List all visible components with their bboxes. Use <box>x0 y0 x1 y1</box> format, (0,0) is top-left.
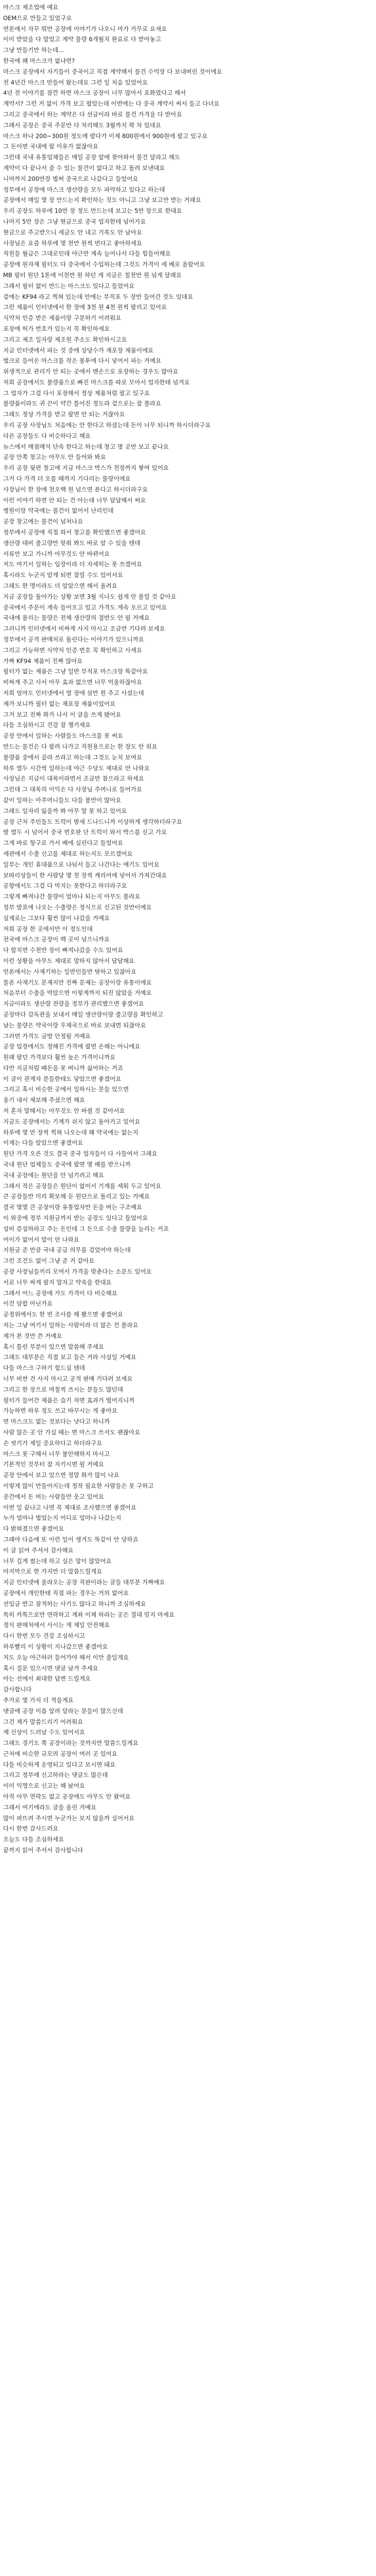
post-line: 현금으로 주고받으니 세금도 안 내고 기록도 안 남아요 <box>3 228 142 236</box>
post-line: 우리 공장도 하루에 10만 장 정도 만드는데 보고는 5만 장으로 한대요 <box>3 207 182 215</box>
post-line: OEM으로 만들고 있었구요 <box>3 14 72 22</box>
post-line: 공항에서도 그걸 다 막지는 못한다고 하더라구요 <box>3 882 127 890</box>
post-line: 국내 공장에는 원단을 안 넘기려고 해요 <box>3 1171 105 1179</box>
post-line: 다시 한번 모두 건강 조심하시고 <box>3 1632 86 1640</box>
post-line: 지금 공장들 돌아가는 상황 보면 3월 지나도 쉽게 안 풀릴 것 같아요 <box>3 592 177 600</box>
post-line: 많이 퍼뜨려 주시면 누군가는 보지 않을까 싶어서요 <box>3 1814 135 1822</box>
post-line: 그래도 한 명이라도 더 알았으면 해서 올려요 <box>3 582 117 590</box>
post-line: 다들 비슷하게 운영되고 있다고 보시면 돼요 <box>3 1760 116 1768</box>
post-line: 정부 발표에 나오는 수출량은 정식으로 신고된 것만이에요 <box>3 903 152 911</box>
post-line: 혹시라도 누군지 알게 되면 잘릴 수도 있어서요 <box>3 571 124 579</box>
post-line: 공장 사장님들끼리 모여서 가격을 맞춘다는 소문도 있어요 <box>3 1268 152 1276</box>
post-line: 생산량 대비 출고량만 맞춰 봐도 바로 알 수 있을 텐데 <box>3 539 141 547</box>
post-line: 공장 안에서 보고 있으면 정말 화가 많이 나요 <box>3 1471 119 1479</box>
post-line: 저도 오늘 야근하러 들어가야 해서 이만 줄일게요 <box>3 1653 129 1661</box>
post-line: 그거 보고 진짜 화가 나서 이 글을 쓰게 됐어요 <box>3 710 122 718</box>
post-line: 그리고 정부에 신고하라는 댓글도 많은데 <box>3 1771 108 1779</box>
post-line: 혹시 질문 있으시면 댓글 남겨 주세요 <box>3 1664 98 1672</box>
post-line: 마스크 못 구해서 너무 불안해하지 마시고 <box>3 1450 110 1458</box>
post-line: 사장님이 한 장에 천오백 원 넘으면 푼다고 하시더라구요 <box>3 485 148 493</box>
post-line: 사장님은 요즘 하루에 몇 천만 원씩 번다고 좋아하세요 <box>3 239 142 247</box>
post-line: 정부에서 공적 판매처로 돌린다는 이야기가 있으니까요 <box>3 636 144 643</box>
post-line: 그 업자가 그걸 다시 포장해서 정상 제품처럼 팔고 있구요 <box>3 389 150 397</box>
post-line: 공장에서 매일 몇 장 만드는지 확인하는 것도 아니고 그냥 보고만 받는 거래요 <box>3 196 201 204</box>
post-line: 정식 판매처에서 사시는 게 제일 안전해요 <box>3 1621 110 1629</box>
post-line: 다만 지금처럼 떼돈을 못 버니까 싫어하는 거죠 <box>3 1064 124 1072</box>
post-line: 국내 원단 업체들도 중국에 팔면 몇 배를 받으니까 <box>3 1161 131 1168</box>
post-line: 이미 받았을 다 말었고 계약 물량 6개월치 완료로 다 받아놓고 <box>3 36 161 43</box>
post-line: 이런 이야기 하면 안 되는 건 아는데 너무 답답해서 써요 <box>3 496 146 504</box>
post-line: 마스크 제조업에 예요 <box>3 4 59 11</box>
post-line: 다들 마스크 구하기 힘드실 텐데 <box>3 1364 86 1372</box>
post-line: 비싸게 주고 사서 아무 효과 없으면 너무 억울하잖아요 <box>3 679 142 686</box>
post-line: 공장에서 개인한테 직접 파는 경우는 거의 없어요 <box>3 1589 129 1597</box>
post-line: 공장 안에서 일하는 사람들도 마스크를 못 써요 <box>3 732 124 740</box>
post-line: 그리고 제조 일자랑 제조원 주소도 확인하시고요 <box>3 335 127 343</box>
post-line: 밤 열두 시 넘어서 중국 번호판 단 트럭이 와서 박스를 싣고 가요 <box>3 828 167 836</box>
post-line: 이 글이 관계자 분들한테도 닿았으면 좋겠어요 <box>3 1075 122 1082</box>
post-line: 전 4년간 마스크 만들어 왔는데요 그런 일 처음 있었어요 <box>3 78 148 86</box>
post-line: 이미 익명으로 신고는 해 놨어요 <box>3 1782 86 1790</box>
post-line: 오늘도 다들 조심하세요 <box>3 1836 64 1843</box>
post-line: 가짜 KF94 제품이 진짜 많아요 <box>3 657 83 665</box>
post-line: 저 혼자 말해서는 아무것도 안 바뀔 것 같아서요 <box>3 1107 125 1115</box>
post-line: 근처에 비슷한 규모의 공장이 여러 곳 있어요 <box>3 1750 117 1757</box>
post-line: 불량품 중에서 골라 쓰라고 하는데 그것도 눈치 보여요 <box>3 753 142 761</box>
post-line: 그래서 작은 공장들은 원단이 없어서 기계를 세워 두고 있어요 <box>3 1182 161 1190</box>
post-line: 공장에 원자재 필터도 다 중국에서 수입하는데 그것도 가격이 세 배로 올랐어요 <box>3 261 206 268</box>
post-line: 지금이라도 생산량 전량을 정부가 관리했으면 좋겠어요 <box>3 1000 144 1008</box>
post-line: 연론에서 자꾸 뭐만 공장에 이야기가 나오니 마가 가무로 요새요 <box>3 25 167 32</box>
post-line: 이런 상황을 아무도 제대로 말하지 않아서 답답해요 <box>3 957 135 964</box>
post-line: 뉴스에서 매점매석 단속 한다고 하는데 창고 몇 곳만 보고 끝나요 <box>3 443 169 450</box>
post-line: 우리 공장 사장님도 처음에는 안 한다고 하셨는데 돈이 너무 되니까 하시더라구요 <box>3 421 211 429</box>
post-line: 사장님은 지금이 대목이라면서 조금만 참으라고 하세요 <box>3 775 144 783</box>
post-line: 저희 엄마도 인터넷에서 열 장에 삼만 원 주고 사셨는데 <box>3 689 144 697</box>
post-line: 그리고 중국에서 하는 계약은 다 선금이라 바로 물건 가격을 다 받아요 <box>3 110 182 118</box>
post-line: 누가 얼마나 벌었는지 어디로 얼마나 나갔는지 <box>3 1514 122 1522</box>
post-line: 하루 열두 시간씩 일하는데 야근 수당도 제대로 안 나와요 <box>3 764 150 772</box>
post-line: 벌크로 들어온 마스크를 작은 봉투에 다시 넣어서 파는 거예요 <box>3 357 161 365</box>
post-line: 같이 일하는 아주머니들도 다들 불만이 많아요 <box>3 796 122 804</box>
post-line: 그래서 필터 없이 만드는 마스크도 있다고 들었어요 <box>3 282 135 290</box>
post-line: 원단 가격 오른 것도 결국 중국 업자들이 다 사들여서 그래요 <box>3 1150 158 1158</box>
post-line: 면 마스크도 없는 것보다는 낫다고 하니까 <box>3 1418 110 1426</box>
post-line: 너무 길게 썼는데 하고 싶은 말이 많았어요 <box>3 1557 112 1565</box>
post-line: 다 밝혀졌으면 좋겠어요 <box>3 1525 64 1533</box>
post-line: 지금 인터넷에 올라오는 공장 직판이라는 글들 대부분 가짜예요 <box>3 1579 165 1586</box>
post-line: 중간에서 돈 버는 사람들만 웃고 있어요 <box>3 1493 105 1500</box>
post-line: 그리고 가능하면 식약처 인증 번호 꼭 확인하고 사세요 <box>3 646 142 654</box>
post-line: 그거 다 가격 더 오를 때까지 기다리는 물량이에요 <box>3 475 131 483</box>
post-line: 사람 많은 곳 안 가실 때는 면 마스크 쓰셔도 괜찮아요 <box>3 1428 141 1436</box>
post-line: 그렇게 빠져나간 물량이 얼마나 되는지 아무도 몰라요 <box>3 893 141 901</box>
post-line: 일부는 개인 휴대품으로 나눠서 들고 나간다는 얘기도 있어요 <box>3 860 160 868</box>
post-line: 지금 인터넷에서 파는 것 중에 상당수가 재포장 제품이에요 <box>3 346 154 354</box>
post-line: 그래도 경기도 쪽 공장이라는 것까지만 말씀드릴게요 <box>3 1739 139 1747</box>
post-line: 결국 몇몇 큰 공장이랑 유통업자만 돈을 버는 구조예요 <box>3 1204 142 1211</box>
post-line: 하루빨리 이 상황이 지나갔으면 좋겠어요 <box>3 1642 108 1650</box>
post-line: 그냥 만들기만 하는데... <box>3 46 64 54</box>
post-line: 손 씻기가 제일 중요하다고 하더라구요 <box>3 1439 102 1447</box>
post-line: 우리 공장 뒷편 창고에 지금 마스크 박스가 천장까지 쌓여 있어요 <box>3 464 169 472</box>
post-line: 병원이랑 약국에는 물건이 없어서 난리인데 <box>3 507 114 515</box>
post-line: 혹시 틀린 부분이 있으면 말씀해 주세요 <box>3 1343 105 1350</box>
post-line: 그리고 한 장으로 며칠씩 쓰시는 분들도 많던데 <box>3 1385 124 1393</box>
post-line: 그건 제가 말씀드리기 어려워요 <box>3 1718 83 1725</box>
post-line: 그 돈이면 국내에 팔 이유가 없잖아요 <box>3 143 98 150</box>
post-line: 공장마다 감독관을 보내서 매일 생산량이랑 출고량을 확인하고 <box>3 1010 163 1018</box>
post-line: 중국에서 주문이 계속 들어오고 있고 가격도 계속 오르고 있어요 <box>3 603 167 611</box>
post-line: 마스크 하나 200~300원 정도에 팔다가 이제 800원에서 900원에 팔고 있구요 <box>3 132 208 140</box>
post-line: 국내에 풀리는 물량은 전체 생산량의 절반도 안 될 거예요 <box>3 614 150 622</box>
post-line: 너무 비싼 건 사지 마시고 공적 판매 기다려 보세요 <box>3 1375 133 1382</box>
post-line: 제가 보니까 필터 없는 재포장 제품이었어요 <box>3 700 116 707</box>
post-line: 그러니까 인터넷에서 비싸게 사지 마시고 조금만 기다려 보세요 <box>3 625 165 633</box>
post-line: 그래서 여기에라도 글을 올린 거예요 <box>3 1803 97 1811</box>
post-line: 공장 입장에서도 정해진 가격에 팔면 손해는 아니에요 <box>3 1043 141 1050</box>
post-line: 세관에서 수출 신고를 제대로 하는지도 모르겠어요 <box>3 850 133 857</box>
post-line: 선입금 받고 잠적하는 사기도 많다고 하니까 조심하세요 <box>3 1600 146 1607</box>
post-line: 겉에는 KF94 라고 찍혀 있는데 안에는 부직포 두 장만 들어간 것도 있대요 <box>3 293 193 300</box>
post-line: 공정위에서도 한 번 조사를 해 봤으면 좋겠어요 <box>3 1311 124 1318</box>
post-line: 지원금 준 만큼 국내 공급 의무를 걸었어야 하는데 <box>3 1246 131 1254</box>
post-line: 계약이 다 끝나서 줄 수 있는 물건이 없다고 하고 돌려 보낸대요 <box>3 164 165 172</box>
post-line: 저는 그냥 여기서 일하는 사람이라 더 많은 건 몰라요 <box>3 1321 139 1329</box>
post-line: 서류만 보고 가니까 아무것도 안 바뀌어요 <box>3 550 110 557</box>
post-line: 니머까지 200만장 벌써 중국으로 나갔다고 들었어요 <box>3 175 139 182</box>
post-line: 한국에 왜 마스크가 없냐면? <box>3 57 75 64</box>
post-line: 다들 조심하시고 건강 잘 챙기세요 <box>3 721 91 729</box>
post-line: 실제로는 그보다 훨씬 많이 나갔을 거예요 <box>3 914 110 922</box>
post-line: 그래야 다음에 또 이런 일이 생겨도 똑같이 안 당하죠 <box>3 1535 139 1543</box>
post-line: 다른 공장들도 다 비슷하다고 해요 <box>3 432 91 439</box>
post-line: MB 필터 원단 1톤에 이천만 원 하던 게 지금은 칠천만 원 넘게 달래요 <box>3 271 182 279</box>
post-line: 가능하면 하루 정도 쓰고 바꾸시는 게 좋아요 <box>3 1407 117 1415</box>
post-line: 저희 공장에서도 불량품으로 빠진 마스크를 따로 모아서 업자한테 넘겨요 <box>3 378 190 386</box>
post-line: 보따리상들이 한 사람당 몇 천 장씩 캐리어에 넣어서 가져간대요 <box>3 871 167 879</box>
post-line: 언론에서는 사재기하는 일반인들만 탓하고 있잖아요 <box>3 968 137 975</box>
post-line: 큰 공장들만 미리 확보해 둔 원단으로 돌리고 있는 거예요 <box>3 1193 150 1200</box>
post-line: 마지막으로 한 가지만 더 말씀드릴게요 <box>3 1568 102 1575</box>
post-line: 불량품이라도 귀 끈이 약간 틀어진 정도라 겉으로는 잘 몰라요 <box>3 400 161 408</box>
post-line: 물론 사재기도 문제지만 진짜 문제는 공장이랑 유통이에요 <box>3 978 152 986</box>
post-line: 이건 담합 아닌가요 <box>3 1300 53 1308</box>
post-line: 끝까지 읽어 주셔서 감사합니다 <box>3 1846 83 1854</box>
post-line: 만드는 물건은 다 팔려 나가고 직원용으로는 한 장도 안 줘요 <box>3 742 158 750</box>
post-line: 4년 전 이야기를 잠깐 하면 마스크 공장이 너무 많아서 포화였다고 해서 <box>3 89 186 97</box>
post-line: 정부에서 공장에 직접 와서 창고를 확인했으면 좋겠어요 <box>3 529 146 536</box>
post-line: 그런데 그 대목의 이익은 다 사장님 주머니로 들어가요 <box>3 786 142 793</box>
post-line: 직원들 월급은 그대로인데 야근만 계속 늘어나서 다들 힘들어해요 <box>3 250 171 258</box>
post-line: 기본적인 것부터 잘 지키시면 될 거예요 <box>3 1461 105 1468</box>
post-line: 그런 제품이 인터넷에서 한 장에 3천 원 4천 원씩 팔리고 있어요 <box>3 303 167 311</box>
post-line: 이렇게 많이 만들어지는데 정작 필요한 사람들은 못 구하고 <box>3 1482 154 1489</box>
post-line: 포장에 허가 번호가 있는지 꼭 확인하세요 <box>3 325 110 332</box>
post-line: 위생적으로 관리가 안 되는 곳에서 맨손으로 포장하는 경우도 많아요 <box>3 368 179 376</box>
post-line: 그리고 혹시 비슷한 곳에서 일하시는 분들 있으면 <box>3 1086 129 1093</box>
post-line: 이번 일 끝나고 나면 꼭 제대로 조사했으면 좋겠어요 <box>3 1503 136 1511</box>
post-line: 다 합치면 수천만 장이 빠져나갔을 수도 있어요 <box>3 946 124 954</box>
post-line: 그래도 대부분은 직접 보고 들은 거라 사실일 거예요 <box>3 1353 136 1361</box>
post-line: 감사합니다 <box>3 1686 32 1693</box>
post-line: 용기 내서 제보해 주셨으면 해요 <box>3 1096 86 1104</box>
post-line: 그래서 어느 공장에 가도 가격이 다 비슷해요 <box>3 1289 117 1297</box>
post-line: 정부에서 공장에 마스크 생산량을 모두 파악하고 있다고 하는데 <box>3 185 165 193</box>
post-line: 아는 선에서 최대한 답변 드릴게요 <box>3 1675 91 1683</box>
post-line: 그러면 가격도 금방 안정될 거예요 <box>3 1032 91 1040</box>
post-line: 댓글에 공장 이름 알려 달라는 분들이 많으신데 <box>3 1707 124 1715</box>
post-line: 처음부터 수출을 막았으면 이렇게까지 되진 않았을 거예요 <box>3 989 152 997</box>
post-line: 다시 한번 감사드려요 <box>3 1825 59 1833</box>
post-line: 지금도 공장에서는 기계가 쉬지 않고 돌아가고 있어요 <box>3 1117 141 1125</box>
post-line: 이제는 다들 알았으면 좋겠어요 <box>3 1139 83 1147</box>
post-line: 그게 바로 항구로 가서 배에 실린다고 들었어요 <box>3 839 124 847</box>
post-line: 설비 증설하라고 주는 돈인데 그 돈으로 수출 물량을 늘리는 거죠 <box>3 1225 169 1232</box>
post-line: 공장 창고에는 물건이 넘쳐나요 <box>3 518 83 526</box>
post-line: 저희 공장 한 곳에서만 이 정도인데 <box>3 925 93 933</box>
post-line: 원래 팔던 가격보다 훨씬 높은 가격이니까요 <box>3 1054 116 1061</box>
post-line: 이 글 읽어 주셔서 감사해요 <box>3 1546 74 1554</box>
post-line: 이 와중에 정부 지원금까지 받는 공장도 있다고 들었어요 <box>3 1214 148 1222</box>
post-line: 그런 조건도 없이 그냥 준 거 같아요 <box>3 1257 95 1265</box>
post-line: 서로 너무 싸게 팔지 말자고 약속을 한대요 <box>3 1278 112 1286</box>
post-line: 제가 본 것만 쓴 거예요 <box>3 1332 62 1340</box>
post-line: 그런데 국내 유통업체들은 매일 공장 앞에 찾아와서 물건 달라고 해도 <box>3 154 180 161</box>
post-line: 나머지 5만 장은 그냥 현금으로 중국 업자한테 넘어가요 <box>3 217 146 225</box>
post-line: 계약서? 그런 거 없이 가격 보고 팔았는데 이번에는 다 중국 계약서 써서 들고 다녀요 <box>3 100 220 108</box>
post-line: 특히 카톡으로만 연락하고 계좌 이체 하라는 곳은 절대 믿지 마세요 <box>3 1611 175 1618</box>
post-line: 필터가 들어간 제품은 습기 차면 효과가 떨어지니까 <box>3 1396 135 1404</box>
post-line: 제 신상이 드러날 수도 있어서요 <box>3 1728 86 1736</box>
post-line: 그래서 공장은 중국 주문만 다 처리해도 3월까지 꽉 차 있대요 <box>3 121 161 129</box>
post-line: 공장 안쪽 창고는 아무도 안 들어와 봐요 <box>3 453 106 461</box>
post-line: 식약처 인증 받은 제품이랑 구분하기 어려워요 <box>3 314 122 322</box>
post-line: 그래도 정상 가격을 받고 팔면 안 되는 거잖아요 <box>3 411 125 418</box>
post-line: 저도 여기서 일하는 입장이라 더 자세히는 못 쓰겠어요 <box>3 561 142 568</box>
post-line: 그래도 일자리 잃을까 봐 아무 말 못 하고 있어요 <box>3 807 127 815</box>
post-line: 공장 근처 주민들도 트럭이 밤새 드나드니까 이상하게 생각하더라구요 <box>3 818 182 825</box>
post-line: 하루에 몇 만 장씩 찍혀 나오는데 왜 약국에는 없는지 <box>3 1128 139 1136</box>
post-line: 마스크 공장에서 자기들이 중국이고 직접 계약해서 물건 수억장 다 보내버린 것이에요 <box>3 67 223 75</box>
post-line: 추가로 몇 가지 더 적을게요 <box>3 1696 74 1704</box>
post-line: 전국에 마스크 공장이 백 곳이 넘으니까요 <box>3 936 110 943</box>
post-line: 필터가 없는 제품은 그냥 일반 부직포 마스크랑 똑같아요 <box>3 668 148 675</box>
post-line: 남는 물량은 약국이랑 우체국으로 바로 보내면 되잖아요 <box>3 1021 146 1029</box>
post-line: 아직 아무 연락도 없고 공장에도 아무도 안 왔어요 <box>3 1793 131 1801</box>
post-line: 어이가 없어서 말이 안 나와요 <box>3 1235 79 1243</box>
